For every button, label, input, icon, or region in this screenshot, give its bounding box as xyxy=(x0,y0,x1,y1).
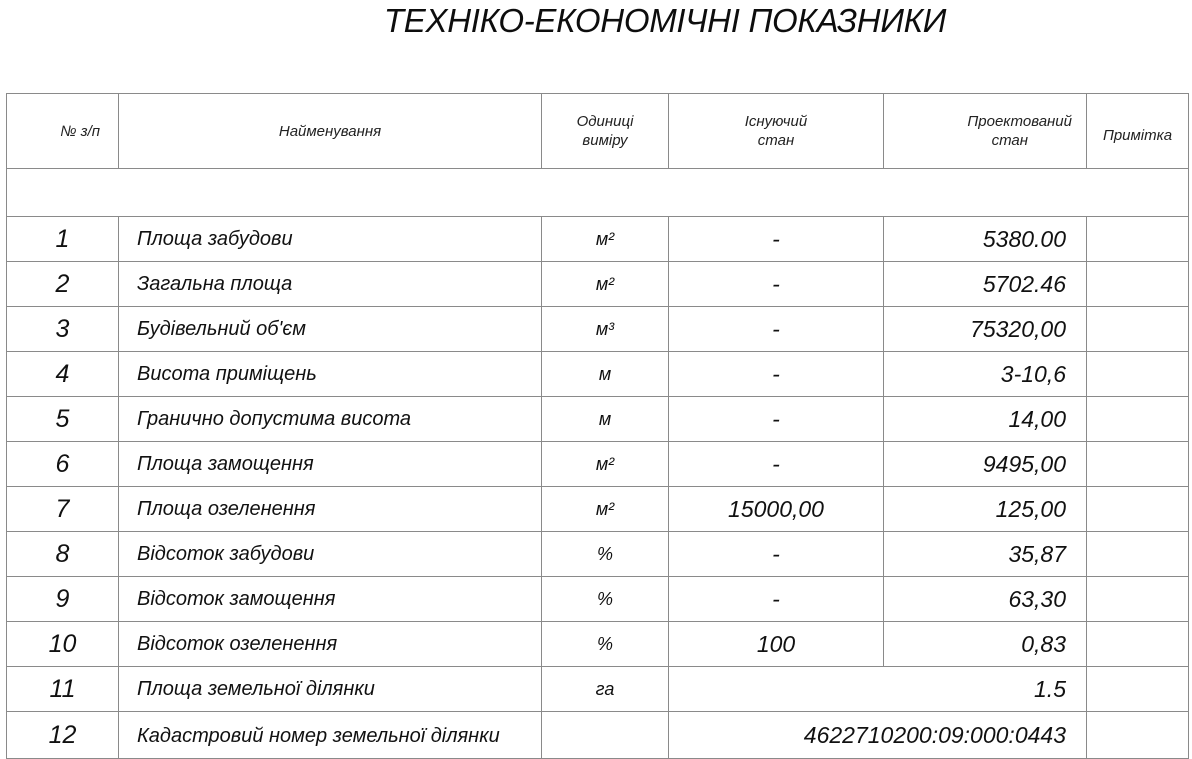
row-number: 7 xyxy=(7,487,119,532)
row-unit: м² xyxy=(542,217,669,262)
row-unit: % xyxy=(542,577,669,622)
blank-cell xyxy=(7,169,1189,217)
row-name: Відсоток замощення xyxy=(119,577,542,622)
header-existing xyxy=(669,94,884,169)
header-projected-line2: стан xyxy=(991,132,1028,149)
row-name: Висота приміщень xyxy=(119,352,542,397)
table-row xyxy=(7,487,1189,532)
row-projected: 9495,00 xyxy=(884,442,1087,487)
header-existing-line2: стан xyxy=(757,132,795,149)
row-number: 8 xyxy=(7,532,119,577)
header-note: Примітка xyxy=(1087,94,1189,169)
row-unit: % xyxy=(542,532,669,577)
header-number: № з/п xyxy=(7,94,119,169)
row-note xyxy=(1087,532,1189,577)
row-merged-value: 1.5 xyxy=(669,667,1087,712)
header-unit xyxy=(542,94,669,169)
row-number: 2 xyxy=(7,262,119,307)
row-unit: % xyxy=(542,622,669,667)
header-unit-line1: Одиниці xyxy=(576,113,634,130)
header-existing-line1: Існуючий xyxy=(744,113,808,130)
table-row xyxy=(7,262,1189,307)
row-projected: 0,83 xyxy=(884,622,1087,667)
row-projected: 35,87 xyxy=(884,532,1087,577)
table-row xyxy=(7,622,1189,667)
row-note xyxy=(1087,577,1189,622)
row-number: 4 xyxy=(7,352,119,397)
table-row xyxy=(7,577,1189,622)
row-unit: м xyxy=(542,397,669,442)
row-number: 12 xyxy=(7,712,119,759)
row-existing: - xyxy=(669,307,884,352)
header-projected-line1: Проектований xyxy=(967,113,1072,130)
row-name: Відсоток забудови xyxy=(119,532,542,577)
row-note xyxy=(1087,397,1189,442)
table-row xyxy=(7,352,1189,397)
row-unit: м³ xyxy=(542,307,669,352)
row-unit: м² xyxy=(542,262,669,307)
row-name: Відсоток озеленення xyxy=(119,622,542,667)
row-number: 10 xyxy=(7,622,119,667)
row-projected: 125,00 xyxy=(884,487,1087,532)
row-existing: - xyxy=(669,397,884,442)
table-row xyxy=(7,667,1189,712)
row-note xyxy=(1087,307,1189,352)
table-row xyxy=(7,532,1189,577)
row-name: Будівельний об'єм xyxy=(119,307,542,352)
row-existing: - xyxy=(669,262,884,307)
table-row xyxy=(7,397,1189,442)
row-projected: 63,30 xyxy=(884,577,1087,622)
row-note xyxy=(1087,352,1189,397)
table-row xyxy=(7,442,1189,487)
row-unit: м xyxy=(542,352,669,397)
table-row xyxy=(7,307,1189,352)
row-note xyxy=(1087,262,1189,307)
row-name: Площа озеленення xyxy=(119,487,542,532)
row-name: Загальна площа xyxy=(119,262,542,307)
row-number: 5 xyxy=(7,397,119,442)
row-note xyxy=(1087,442,1189,487)
row-unit: м² xyxy=(542,442,669,487)
row-number: 11 xyxy=(7,667,119,712)
row-existing: 100 xyxy=(669,622,884,667)
row-unit: м² xyxy=(542,487,669,532)
row-projected: 5380.00 xyxy=(884,217,1087,262)
table-row xyxy=(7,217,1189,262)
row-existing: - xyxy=(669,217,884,262)
row-note xyxy=(1087,667,1189,712)
row-projected: 3-10,6 xyxy=(884,352,1087,397)
document-title: ТЕХНІКО-ЕКОНОМІЧНІ ПОКАЗНИКИ xyxy=(383,2,947,39)
row-note xyxy=(1087,712,1189,759)
technical-economic-indicators-table xyxy=(6,93,1189,759)
row-name: Кадастровий номер земельної ділянки xyxy=(119,712,542,759)
row-note xyxy=(1087,217,1189,262)
row-unit xyxy=(542,712,669,759)
row-existing: 15000,00 xyxy=(669,487,884,532)
row-existing: - xyxy=(669,352,884,397)
row-name: Площа забудови xyxy=(119,217,542,262)
header-unit-line2: виміру xyxy=(582,132,628,149)
header-projected xyxy=(884,94,1087,169)
row-number: 3 xyxy=(7,307,119,352)
row-projected: 5702.46 xyxy=(884,262,1087,307)
row-projected: 75320,00 xyxy=(884,307,1087,352)
row-merged-value: 4622710200:09:000:0443 xyxy=(669,712,1087,759)
row-name: Площа земельної ділянки xyxy=(119,667,542,712)
row-note xyxy=(1087,622,1189,667)
header-name: Найменування xyxy=(119,94,542,169)
table-header-row xyxy=(7,94,1189,169)
row-number: 9 xyxy=(7,577,119,622)
row-existing: - xyxy=(669,532,884,577)
row-number: 6 xyxy=(7,442,119,487)
row-note xyxy=(1087,487,1189,532)
row-existing: - xyxy=(669,577,884,622)
table-row xyxy=(7,712,1189,759)
row-name: Гранично допустима висота xyxy=(119,397,542,442)
row-projected: 14,00 xyxy=(884,397,1087,442)
row-number: 1 xyxy=(7,217,119,262)
row-name: Площа замощення xyxy=(119,442,542,487)
row-existing: - xyxy=(669,442,884,487)
row-unit: га xyxy=(542,667,669,712)
blank-spacer-row xyxy=(7,169,1189,217)
